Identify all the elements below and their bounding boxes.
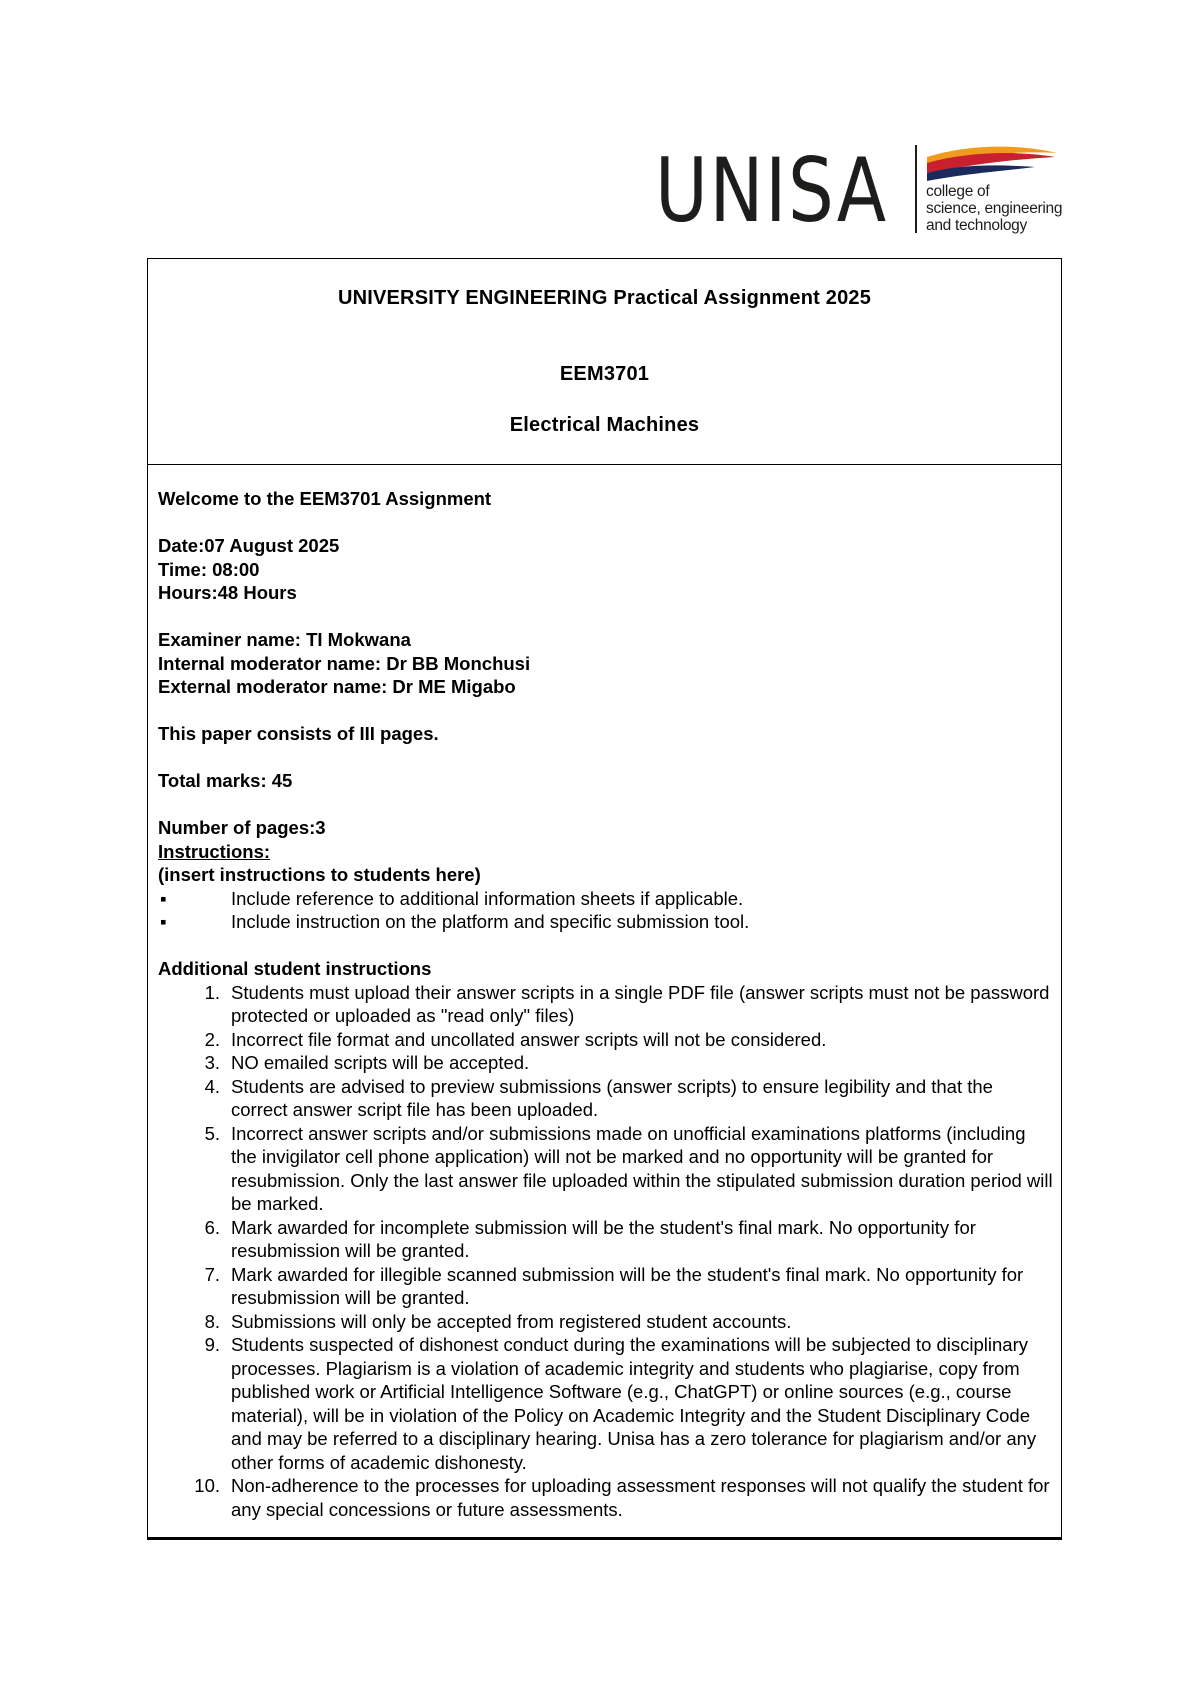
instruction-text: Mark awarded for incomplete submission will be the student's final mark. No opportunity for resubmission will be granted.	[231, 1216, 976, 1261]
instruction-text: Mark awarded for illegible scanned submission will be the student's final mark. No opportunity for resubmission will be granted.	[231, 1263, 1024, 1308]
instructions-heading: Instructions:	[158, 840, 271, 862]
list-item: 8. Submissions will only be accepted from registered student accounts.	[204, 1310, 792, 1332]
external-moderator-line: External moderator name: Dr ME Migabo	[158, 676, 516, 697]
list-item: 2. Incorrect file format and uncollated answer scripts will not be considered.	[204, 1028, 827, 1050]
logo-subtitle-line: college of	[926, 183, 990, 200]
cover-body	[158, 487, 1053, 1521]
list-item: 3. NO emailed scripts will be accepted.	[204, 1052, 530, 1073]
instruction-text: Incorrect file format and uncollated answer scripts will not be considered.	[231, 1028, 827, 1050]
instruction-text: Non-adherence to the processes for uploading assessment responses will not qualify the student for any special concessions or future assessments.	[231, 1475, 1050, 1520]
bottom-rule	[148, 1537, 1061, 1539]
instructions-note: (insert instructions to students here)	[158, 864, 481, 885]
list-item: 5. Incorrect answer scripts and/or submissions made on unofficial examinations platforms (including the invigilator cell phone application) will not be marked and no opportunity will be granted for resubmission. Only the last answer file uploaded within the stipulated submission duration period will be marked.	[204, 1122, 1053, 1214]
instruction-text: Students suspected of dishonest conduct during the examinations will be subjected to disciplinary processes. Plagiarism is a violation of academic integrity and students who plagiarise, copy from published work or Artificial Intelligence Software (e.g., ChatGPT) or online sources (e.g., course material), will be in violation of the Policy on Academic Integrity and the Student Disciplinary Code and may be referred to a disciplinary hearing. Unisa has a zero tolerance for plagiarism and/or any other forms of academic dishonesty.	[231, 1334, 1037, 1473]
time-line: Time: 08:00	[158, 558, 260, 580]
paper-pages-line: This paper consists of III pages.	[158, 723, 439, 744]
instruction-text: Submissions will only be accepted from registered student accounts.	[231, 1310, 792, 1332]
additional-instructions-heading: Additional student instructions	[158, 958, 432, 979]
list-item	[158, 887, 1053, 911]
assignment-title: UNIVERSITY ENGINEERING Practical Assignment 2025	[337, 287, 872, 309]
bullet-icon: ▪	[160, 887, 167, 909]
number-of-pages-line: Number of pages:3	[158, 817, 326, 838]
module-code: EEM3701	[559, 363, 650, 385]
instruction-text: Students must upload their answer scripts in a single PDF file (answer scripts must not be password protected or uploaded as "read only" files)	[231, 981, 1050, 1026]
examiner-line: Examiner name: TI Mokwana	[158, 629, 411, 650]
logo-swoosh-icon	[925, 143, 1060, 185]
instruction-text: Incorrect answer scripts and/or submissions made on unofficial examinations platforms (including the invigilator cell phone application) will not be marked and no opportunity will be granted for resubmission. Only the last answer file uploaded within the stipulated submission duration period will be marked.	[231, 1122, 1053, 1214]
unisa-logo	[655, 139, 1065, 242]
cover-box	[147, 258, 1062, 1540]
header-divider	[148, 464, 1061, 465]
list-item	[158, 910, 1053, 934]
instruction-text: Students are advised to preview submissions (answer scripts) to ensure legibility and that the correct answer script file has been uploaded.	[231, 1075, 993, 1120]
hours-line: Hours:48 Hours	[158, 582, 297, 603]
logo-subtitle-line: and technology	[926, 217, 1027, 234]
bullet-text: Include reference to additional information sheets if applicable.	[231, 887, 744, 909]
logo-wordmark: UNISA	[655, 139, 888, 242]
list-item: 6. Mark awarded for incomplete submission will be the student's final mark. No opportunity for resubmission will be granted.	[204, 1216, 976, 1261]
instruction-text: NO emailed scripts will be accepted.	[231, 1052, 530, 1073]
total-marks-line: Total marks: 45	[158, 770, 293, 791]
instruction-bullets	[158, 887, 1053, 934]
additional-instructions-list	[158, 981, 1053, 1522]
logo-subtitle-line: science, engineering	[926, 200, 1063, 217]
module-name: Electrical Machines	[509, 414, 700, 436]
list-item: 7. Mark awarded for illegible scanned submission will be the student's final mark. No opportunity for resubmission will be granted.	[204, 1263, 1024, 1308]
list-item: 1. Students must upload their answer scripts in a single PDF file (answer scripts must not be password protected or uploaded as "read only" files)	[204, 981, 1050, 1026]
bullet-text: Include instruction on the platform and specific submission tool.	[231, 911, 750, 932]
welcome-heading: Welcome to the EEM3701 Assignment	[158, 488, 492, 509]
list-item: 10. Non-adherence to the processes for uploading assessment responses will not qualify the student for any special concessions or future assessments.	[194, 1475, 1050, 1520]
date-line: Date:07 August 2025	[158, 535, 340, 556]
internal-moderator-line: Internal moderator name: Dr BB Monchusi	[158, 652, 531, 674]
list-item: 4. Students are advised to preview submissions (answer scripts) to ensure legibility and that the correct answer script file has been uploaded.	[204, 1075, 993, 1120]
logo-subtitle	[926, 183, 1062, 234]
bullet-icon: ▪	[160, 911, 167, 932]
list-item: 9. Students suspected of dishonest conduct during the examinations will be subjected to disciplinary processes. Plagiarism is a violation of academic integrity and students who plagiarise, copy from published work or Artificial Intelligence Software (e.g., ChatGPT) or online sources (e.g., course material), will be in violation of the Policy on Academic Integrity and the Student Disciplinary Code and may be referred to a disciplinary hearing. Unisa has a zero tolerance for plagiarism and/or any other forms of academic dishonesty.	[204, 1334, 1037, 1473]
logo-divider	[915, 145, 917, 233]
